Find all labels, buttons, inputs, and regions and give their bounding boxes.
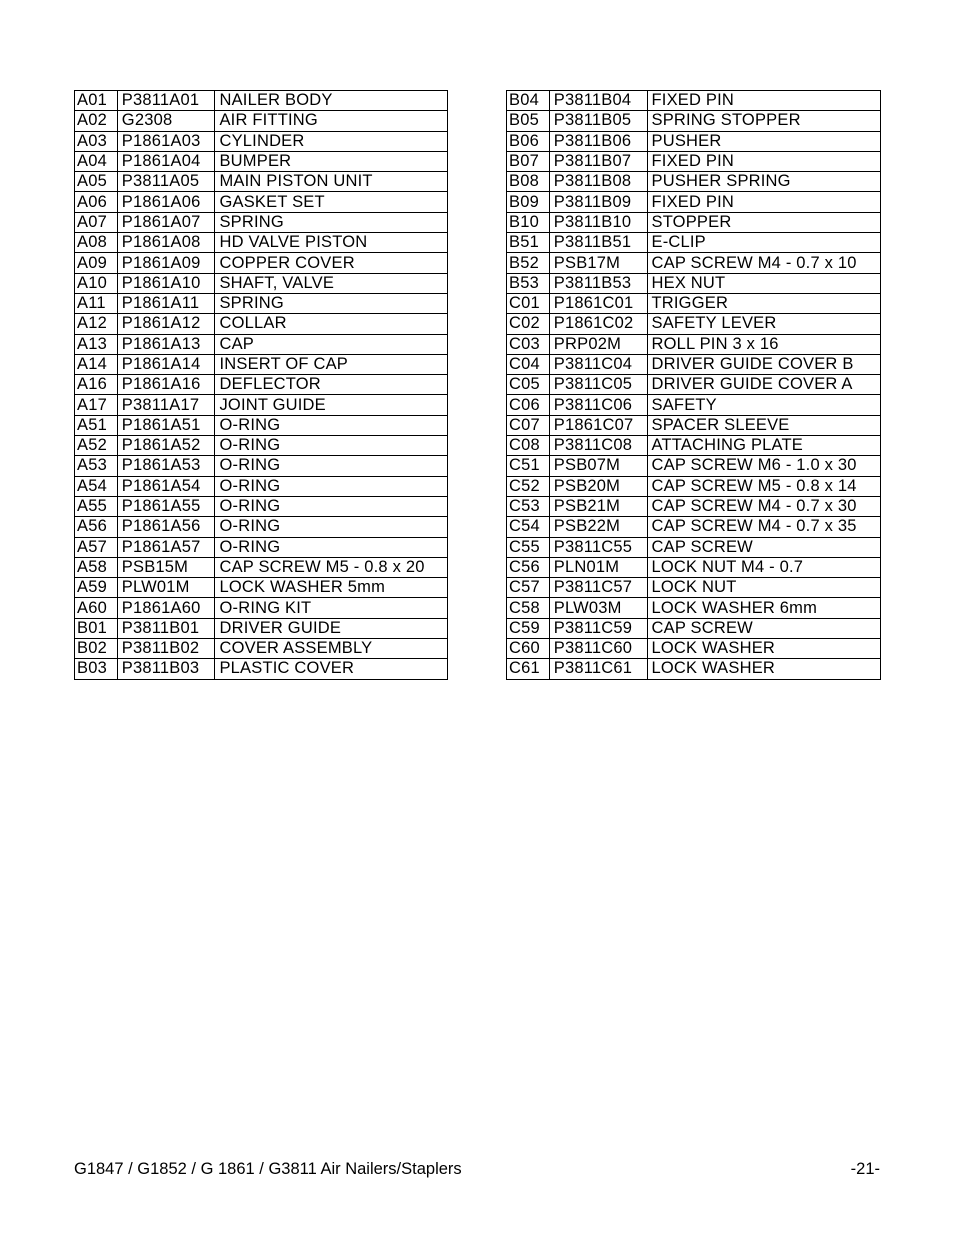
table-row [507, 151, 881, 171]
ref-cell: A02 [75, 111, 118, 131]
part-number-cell: P3811B03 [117, 659, 215, 679]
ref-cell: A57 [75, 537, 118, 557]
ref-cell: A59 [75, 578, 118, 598]
part-number-cell: P1861A08 [117, 233, 215, 253]
ref-cell: B04 [507, 91, 550, 111]
part-number-cell: PSB15M [117, 557, 215, 577]
part-number-cell: P3811A01 [117, 91, 215, 111]
part-number-cell: P3811C60 [549, 639, 647, 659]
ref-cell: C07 [507, 415, 550, 435]
ref-cell: B09 [507, 192, 550, 212]
table-row [75, 415, 448, 435]
parts-table-left-body [75, 91, 448, 680]
ref-cell: C02 [507, 314, 550, 334]
part-number-cell: P3811C08 [549, 436, 647, 456]
description-cell: SPRING [215, 212, 448, 232]
part-number-cell: P3811B01 [117, 618, 215, 638]
ref-cell: A13 [75, 334, 118, 354]
table-row [507, 598, 881, 618]
table-row [507, 496, 881, 516]
description-cell: CAP SCREW M5 - 0.8 x 14 [647, 476, 881, 496]
description-cell: CAP SCREW M6 - 1.0 x 30 [647, 456, 881, 476]
description-cell: LOCK WASHER [647, 639, 881, 659]
description-cell: MAIN PISTON UNIT [215, 172, 448, 192]
description-cell: LOCK NUT M4 - 0.7 [647, 557, 881, 577]
ref-cell: A10 [75, 273, 118, 293]
table-row [75, 151, 448, 171]
part-number-cell: P3811B05 [549, 111, 647, 131]
table-row [507, 253, 881, 273]
description-cell: JOINT GUIDE [215, 395, 448, 415]
ref-cell: A08 [75, 233, 118, 253]
description-cell: LOCK WASHER 5mm [215, 578, 448, 598]
description-cell: CAP SCREW M4 - 0.7 x 10 [647, 253, 881, 273]
part-number-cell: P1861A06 [117, 192, 215, 212]
part-number-cell: P3811C04 [549, 354, 647, 374]
part-number-cell: P1861C07 [549, 415, 647, 435]
description-cell: DEFLECTOR [215, 375, 448, 395]
part-number-cell: P3811C61 [549, 659, 647, 679]
part-number-cell: P1861A53 [117, 456, 215, 476]
part-number-cell: P3811A17 [117, 395, 215, 415]
part-number-cell: PSB20M [549, 476, 647, 496]
part-number-cell: P1861A12 [117, 314, 215, 334]
description-cell: O-RING [215, 476, 448, 496]
part-number-cell: PLW03M [549, 598, 647, 618]
ref-cell: A17 [75, 395, 118, 415]
description-cell: INSERT OF CAP [215, 354, 448, 374]
ref-cell: A54 [75, 476, 118, 496]
table-row [75, 131, 448, 151]
part-number-cell: PLW01M [117, 578, 215, 598]
description-cell: ATTACHING PLATE [647, 436, 881, 456]
description-cell: GASKET SET [215, 192, 448, 212]
ref-cell: C59 [507, 618, 550, 638]
description-cell: DRIVER GUIDE COVER B [647, 354, 881, 374]
table-row [507, 517, 881, 537]
ref-cell: C58 [507, 598, 550, 618]
ref-cell: C53 [507, 496, 550, 516]
part-number-cell: P3811C55 [549, 537, 647, 557]
table-row [75, 354, 448, 374]
description-cell: SAFETY [647, 395, 881, 415]
table-row [75, 172, 448, 192]
table-row [507, 192, 881, 212]
ref-cell: C52 [507, 476, 550, 496]
description-cell: NAILER BODY [215, 91, 448, 111]
part-number-cell: P3811B07 [549, 151, 647, 171]
table-row [507, 537, 881, 557]
description-cell: O-RING [215, 496, 448, 516]
parts-table-right-body [507, 91, 881, 680]
footer-title: G1847 / G1852 / G 1861 / G3811 Air Nailers/Staplers [74, 1160, 462, 1178]
part-number-cell: P1861A52 [117, 436, 215, 456]
table-row [507, 436, 881, 456]
part-number-cell: P1861C01 [549, 293, 647, 313]
ref-cell: B51 [507, 233, 550, 253]
ref-cell: A52 [75, 436, 118, 456]
ref-cell: B01 [75, 618, 118, 638]
description-cell: O-RING [215, 436, 448, 456]
part-number-cell: PRP02M [549, 334, 647, 354]
ref-cell: C51 [507, 456, 550, 476]
table-row [75, 659, 448, 679]
table-row [75, 496, 448, 516]
ref-cell: A14 [75, 354, 118, 374]
table-row [507, 334, 881, 354]
part-number-cell: P1861A10 [117, 273, 215, 293]
part-number-cell: P1861A56 [117, 517, 215, 537]
description-cell: CAP SCREW M4 - 0.7 x 35 [647, 517, 881, 537]
ref-cell: A03 [75, 131, 118, 151]
part-number-cell: P1861A55 [117, 496, 215, 516]
part-number-cell: P1861A11 [117, 293, 215, 313]
description-cell: LOCK NUT [647, 578, 881, 598]
description-cell: CAP SCREW M5 - 0.8 x 20 [215, 557, 448, 577]
part-number-cell: P1861A54 [117, 476, 215, 496]
part-number-cell: P1861A14 [117, 354, 215, 374]
description-cell: COVER ASSEMBLY [215, 639, 448, 659]
table-row [507, 557, 881, 577]
table-row [75, 233, 448, 253]
ref-cell: B52 [507, 253, 550, 273]
part-number-cell: P3811B53 [549, 273, 647, 293]
part-number-cell: PSB22M [549, 517, 647, 537]
ref-cell: A58 [75, 557, 118, 577]
table-row [75, 293, 448, 313]
part-number-cell: PSB17M [549, 253, 647, 273]
ref-cell: C54 [507, 517, 550, 537]
ref-cell: A51 [75, 415, 118, 435]
description-cell: O-RING [215, 415, 448, 435]
part-number-cell: P1861A57 [117, 537, 215, 557]
part-number-cell: P3811B04 [549, 91, 647, 111]
table-row [507, 91, 881, 111]
description-cell: ROLL PIN 3 x 16 [647, 334, 881, 354]
part-number-cell: P1861A07 [117, 212, 215, 232]
part-number-cell: P3811C59 [549, 618, 647, 638]
ref-cell: C08 [507, 436, 550, 456]
table-row [75, 91, 448, 111]
part-number-cell: P1861A51 [117, 415, 215, 435]
description-cell: HEX NUT [647, 273, 881, 293]
ref-cell: A60 [75, 598, 118, 618]
table-row [75, 537, 448, 557]
description-cell: TRIGGER [647, 293, 881, 313]
ref-cell: B03 [75, 659, 118, 679]
table-row [507, 476, 881, 496]
part-number-cell: P3811A05 [117, 172, 215, 192]
description-cell: CAP SCREW [647, 537, 881, 557]
part-number-cell: P3811B06 [549, 131, 647, 151]
ref-cell: A07 [75, 212, 118, 232]
page-number: -21- [850, 1160, 880, 1178]
description-cell: PUSHER SPRING [647, 172, 881, 192]
part-number-cell: P3811B02 [117, 639, 215, 659]
table-row [75, 517, 448, 537]
part-number-cell: P1861A16 [117, 375, 215, 395]
table-row [75, 273, 448, 293]
description-cell: FIXED PIN [647, 192, 881, 212]
table-row [507, 415, 881, 435]
description-cell: SHAFT, VALVE [215, 273, 448, 293]
part-number-cell: P1861C02 [549, 314, 647, 334]
description-cell: HD VALVE PISTON [215, 233, 448, 253]
table-row [507, 314, 881, 334]
description-cell: BUMPER [215, 151, 448, 171]
description-cell: SAFETY LEVER [647, 314, 881, 334]
part-number-cell: P3811C06 [549, 395, 647, 415]
table-row [75, 557, 448, 577]
description-cell: SPACER SLEEVE [647, 415, 881, 435]
table-row [75, 639, 448, 659]
description-cell: LOCK WASHER [647, 659, 881, 679]
description-cell: FIXED PIN [647, 91, 881, 111]
table-row [507, 111, 881, 131]
ref-cell: B53 [507, 273, 550, 293]
ref-cell: A53 [75, 456, 118, 476]
table-row [75, 334, 448, 354]
table-row [507, 354, 881, 374]
table-row [507, 273, 881, 293]
table-row [75, 578, 448, 598]
table-row [75, 598, 448, 618]
table-row [507, 395, 881, 415]
ref-cell: A55 [75, 496, 118, 516]
ref-cell: B07 [507, 151, 550, 171]
ref-cell: C06 [507, 395, 550, 415]
description-cell: SPRING STOPPER [647, 111, 881, 131]
part-number-cell: PSB21M [549, 496, 647, 516]
table-row [75, 476, 448, 496]
table-row [75, 253, 448, 273]
parts-table-left [74, 90, 448, 680]
part-number-cell: G2308 [117, 111, 215, 131]
part-number-cell: PLN01M [549, 557, 647, 577]
ref-cell: A56 [75, 517, 118, 537]
table-row [507, 212, 881, 232]
ref-cell: C01 [507, 293, 550, 313]
ref-cell: C61 [507, 659, 550, 679]
ref-cell: B05 [507, 111, 550, 131]
table-row [75, 618, 448, 638]
part-number-cell: P1861A13 [117, 334, 215, 354]
part-number-cell: P3811B10 [549, 212, 647, 232]
ref-cell: B06 [507, 131, 550, 151]
part-number-cell: P3811B08 [549, 172, 647, 192]
table-row [75, 436, 448, 456]
description-cell: COLLAR [215, 314, 448, 334]
ref-cell: A06 [75, 192, 118, 212]
table-row [75, 111, 448, 131]
ref-cell: C56 [507, 557, 550, 577]
ref-cell: A04 [75, 151, 118, 171]
ref-cell: A12 [75, 314, 118, 334]
description-cell: AIR FITTING [215, 111, 448, 131]
table-row [75, 212, 448, 232]
table-row [507, 375, 881, 395]
table-row [75, 395, 448, 415]
ref-cell: C57 [507, 578, 550, 598]
description-cell: O-RING [215, 517, 448, 537]
ref-cell: A05 [75, 172, 118, 192]
part-number-cell: P1861A03 [117, 131, 215, 151]
description-cell: O-RING KIT [215, 598, 448, 618]
table-row [507, 172, 881, 192]
table-row [507, 618, 881, 638]
part-number-cell: P3811C05 [549, 375, 647, 395]
table-row [507, 233, 881, 253]
description-cell: CYLINDER [215, 131, 448, 151]
description-cell: E-CLIP [647, 233, 881, 253]
description-cell: COPPER COVER [215, 253, 448, 273]
ref-cell: A09 [75, 253, 118, 273]
ref-cell: A11 [75, 293, 118, 313]
description-cell: CAP SCREW [647, 618, 881, 638]
description-cell: PUSHER [647, 131, 881, 151]
ref-cell: B10 [507, 212, 550, 232]
ref-cell: A16 [75, 375, 118, 395]
ref-cell: B08 [507, 172, 550, 192]
description-cell: STOPPER [647, 212, 881, 232]
description-cell: DRIVER GUIDE COVER A [647, 375, 881, 395]
description-cell: SPRING [215, 293, 448, 313]
ref-cell: B02 [75, 639, 118, 659]
table-row [75, 192, 448, 212]
table-row [75, 456, 448, 476]
part-number-cell: P3811B09 [549, 192, 647, 212]
table-row [507, 293, 881, 313]
description-cell: O-RING [215, 456, 448, 476]
table-row [507, 578, 881, 598]
parts-table-right [506, 90, 881, 680]
ref-cell: C03 [507, 334, 550, 354]
description-cell: CAP [215, 334, 448, 354]
description-cell: PLASTIC COVER [215, 659, 448, 679]
ref-cell: A01 [75, 91, 118, 111]
table-row [507, 456, 881, 476]
description-cell: FIXED PIN [647, 151, 881, 171]
table-row [75, 314, 448, 334]
part-number-cell: P1861A60 [117, 598, 215, 618]
description-cell: LOCK WASHER 6mm [647, 598, 881, 618]
part-number-cell: P1861A09 [117, 253, 215, 273]
table-row [507, 131, 881, 151]
part-number-cell: P3811C57 [549, 578, 647, 598]
description-cell: O-RING [215, 537, 448, 557]
table-row [507, 659, 881, 679]
ref-cell: C05 [507, 375, 550, 395]
ref-cell: C60 [507, 639, 550, 659]
description-cell: DRIVER GUIDE [215, 618, 448, 638]
ref-cell: C55 [507, 537, 550, 557]
ref-cell: C04 [507, 354, 550, 374]
part-number-cell: PSB07M [549, 456, 647, 476]
part-number-cell: P1861A04 [117, 151, 215, 171]
part-number-cell: P3811B51 [549, 233, 647, 253]
description-cell: CAP SCREW M4 - 0.7 x 30 [647, 496, 881, 516]
table-row [75, 375, 448, 395]
table-row [507, 639, 881, 659]
